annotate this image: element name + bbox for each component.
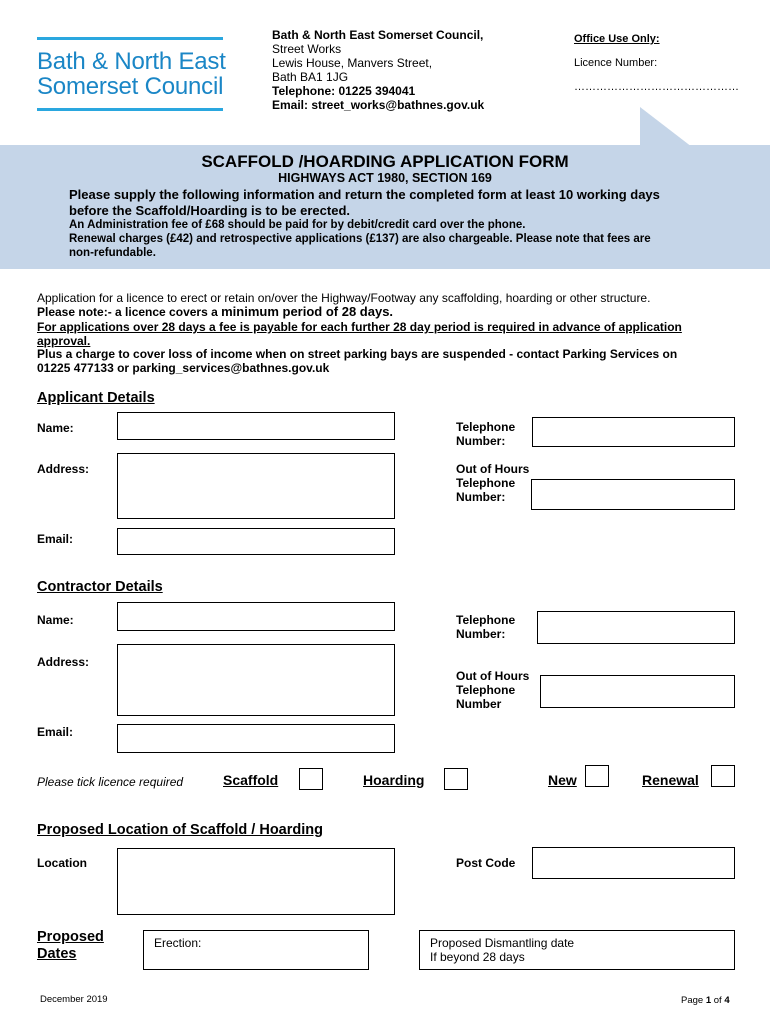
- renewal-checkbox[interactable]: [711, 765, 735, 787]
- postcode-label: Post Code: [456, 856, 516, 870]
- form-subtitle: HIGHWAYS ACT 1980, SECTION 169: [278, 171, 492, 185]
- contractor-ooh-input[interactable]: [540, 675, 735, 708]
- intro-line1: Application for a licence to erect or retain on/over the Highway/Footway any scaffolding, hoarding or other structure.: [37, 291, 651, 305]
- contractor-ooh-label: [456, 669, 529, 711]
- form-title: SCAFFOLD /HOARDING APPLICATION FORM: [201, 152, 569, 171]
- location-label: Location: [37, 856, 87, 870]
- contractor-ooh-label-1: Out of Hours: [456, 669, 530, 683]
- contractor-name-label: Name:: [37, 613, 74, 627]
- banner-line3: An Administration fee of £68 should be paid for by debit/credit card over the phone.: [69, 219, 526, 231]
- applicant-ooh-label-1: Out of Hours: [456, 462, 530, 476]
- office-use-block: [574, 33, 739, 93]
- postcode-input[interactable]: [532, 847, 735, 879]
- applicant-name-input[interactable]: [117, 412, 395, 440]
- applicant-ooh-input[interactable]: [531, 479, 735, 510]
- erection-label: Erection:: [154, 936, 202, 950]
- page-of: of: [711, 995, 725, 1006]
- scaffold-checkbox[interactable]: [299, 768, 323, 790]
- intro-line3: For applications over 28 days a fee is payable for each further 28 day period is required in advance of application: [37, 320, 682, 334]
- applicant-tel-label-2: Number:: [456, 434, 506, 448]
- applicant-heading: Applicant Details: [37, 390, 155, 406]
- contractor-email-input[interactable]: [117, 724, 395, 753]
- contractor-tel-label: [456, 613, 515, 641]
- applicant-ooh-label-3: Number:: [456, 490, 506, 504]
- street: Lewis House, Manvers Street,: [272, 56, 433, 70]
- applicant-ooh-label: [456, 462, 529, 504]
- footer-date: December 2019: [40, 994, 108, 1005]
- dismantling-label-1: Proposed Dismantling date: [430, 936, 575, 950]
- council-logo-line2: Somerset Council: [37, 73, 224, 100]
- applicant-address-label: Address:: [37, 462, 90, 476]
- org-name: Bath & North East Somerset Council,: [272, 28, 484, 42]
- contractor-heading: Contractor Details: [37, 579, 163, 595]
- page-number: [681, 995, 730, 1006]
- page-label: Page: [681, 995, 706, 1006]
- licence-number-dots: ………………………………………: [574, 81, 739, 93]
- page-total: 4: [724, 995, 730, 1006]
- contractor-address-input[interactable]: [117, 644, 395, 716]
- dismantling-date-input[interactable]: [419, 930, 735, 970]
- logo-bottom-rule: [37, 108, 223, 111]
- dismantling-label: [430, 936, 574, 964]
- contractor-ooh-label-3: Number: [456, 697, 502, 711]
- applicant-tel-input[interactable]: [532, 417, 735, 447]
- erection-date-input[interactable]: [143, 930, 369, 970]
- office-use-title: Office Use Only:: [574, 33, 660, 45]
- council-address: [272, 28, 484, 112]
- intro-note-a: Please note:- a licence covers a: [37, 305, 222, 319]
- contractor-tel-label-2: Number:: [456, 627, 506, 641]
- banner-line2: before the Scaffold/Hoarding is to be erected.: [69, 203, 350, 218]
- contractor-address-label: Address:: [37, 655, 90, 669]
- applicant-ooh-label-2: Telephone: [456, 476, 516, 490]
- proposed-dates-label: [37, 929, 104, 963]
- scaffold-label: Scaffold: [223, 772, 279, 788]
- licence-number-label: Licence Number:: [574, 57, 658, 69]
- banner-line4: Renewal charges (£42) and retrospective applications (£137) are also chargeable. Please note that fees are: [69, 233, 651, 245]
- banner-line1: Please supply the following information and return the completed form at least 10 working days: [69, 187, 660, 202]
- intro-line5: Plus a charge to cover loss of income when on street parking bays are suspended - contact Parking Services on: [37, 347, 678, 361]
- city: Bath BA1 1JG: [272, 70, 349, 84]
- applicant-email-label: Email:: [37, 532, 74, 546]
- proposed-dates-label-2: Dates: [37, 946, 77, 962]
- licence-type-prompt: Please tick licence required: [37, 775, 184, 789]
- contractor-tel-input[interactable]: [537, 611, 735, 644]
- location-input[interactable]: [117, 848, 395, 915]
- speech-bubble-pointer: [640, 107, 692, 147]
- contractor-name-input[interactable]: [117, 602, 395, 631]
- telephone: Telephone: 01225 394041: [272, 84, 416, 98]
- location-heading: Proposed Location of Scaffold / Hoarding: [37, 822, 323, 838]
- dept: Street Works: [272, 42, 342, 56]
- contractor-email-label: Email:: [37, 725, 74, 739]
- intro-line6: 01225 477133 or parking_services@bathnes.gov.uk: [37, 361, 330, 375]
- applicant-email-input[interactable]: [117, 528, 395, 555]
- applicant-name-label: Name:: [37, 421, 74, 435]
- contractor-ooh-label-2: Telephone: [456, 683, 516, 697]
- proposed-dates-label-1: Proposed: [37, 929, 104, 945]
- banner-line5: non-refundable.: [69, 247, 156, 259]
- applicant-address-input[interactable]: [117, 453, 395, 519]
- intro-note-b: minimum period of 28 days.: [221, 304, 394, 319]
- renewal-label: Renewal: [642, 772, 699, 788]
- hoarding-label: Hoarding: [363, 772, 425, 788]
- applicant-tel-label-1: Telephone: [456, 420, 516, 434]
- dismantling-label-2: If beyond 28 days: [430, 950, 525, 964]
- new-label: New: [548, 772, 577, 788]
- intro-note: [37, 305, 393, 319]
- hoarding-checkbox[interactable]: [444, 768, 468, 790]
- logo-top-rule: [37, 37, 223, 40]
- contractor-tel-label-1: Telephone: [456, 613, 516, 627]
- new-checkbox[interactable]: [585, 765, 609, 787]
- email: Email: street_works@bathnes.gov.uk: [272, 98, 485, 112]
- intro-line4: approval.: [37, 334, 91, 348]
- page-current: 1: [705, 995, 712, 1006]
- council-logo-line1: Bath & North East: [37, 48, 226, 75]
- applicant-tel-label: [456, 420, 515, 448]
